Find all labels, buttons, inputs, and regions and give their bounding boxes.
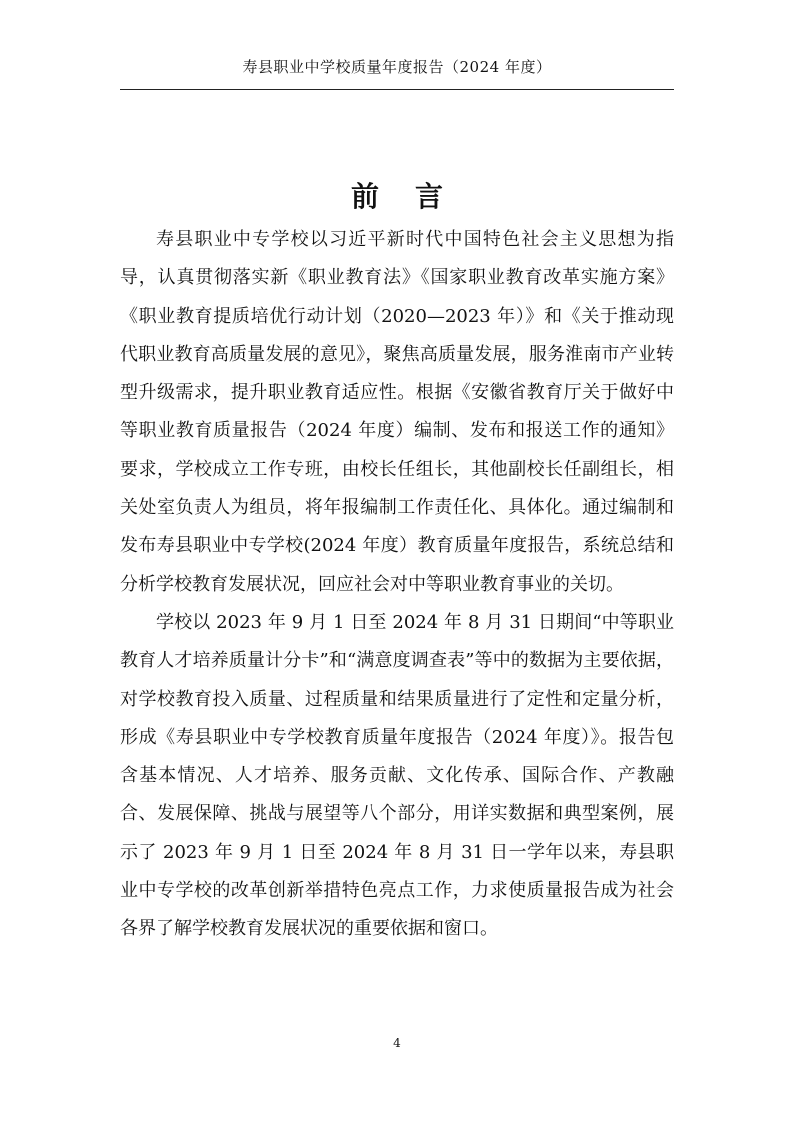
running-header: 寿县职业中学校质量年度报告（2024 年度） xyxy=(242,58,552,76)
page-title: 前言 xyxy=(350,180,479,213)
header-divider xyxy=(120,89,674,90)
document-body xyxy=(120,221,674,949)
page-number: 4 xyxy=(393,1036,401,1050)
paragraph-2: 学校以 2023 年 9 月 1 日至 2024 年 8 月 31 日期间“中等职业教育人才培养质量计分卡”和“满意度调查表”等中的数据为主要依据，对学校教育投入质量、过程质量和结果质量进行了定性和定量分析，形成《寿县职业中专学校教育质量年度报告（2024 年度）》。报告包含基本情况、人才培养、服务贡献、文化传承、国际合作、产教融合、发展保障、挑战与展望等八个部分，用详实数据和典型案例，展示了 2023 年 9 月 1 日至 2024 年 8 月 31 日一学年以来，寿县职业中专学校的改革创新举措特色亮点工作，力求使质量报告成为社会各界了解学校教育发展状况的重要依据和窗口。 xyxy=(120,611,674,940)
paragraph-1: 寿县职业中专学校以习近平新时代中国特色社会主义思想为指导，认真贯彻落实新《职业教育法》《国家职业教育改革实施方案》《职业教育提质培优行动计划（2020—2023 年）》和《关于推动现代职业教育高质量发展的意见》，聚焦高质量发展，服务淮南市产业转型升级需求，提升职业教育适应性。根据《安徽省教育厅关于做好中等职业教育质量报告（2024 年度）编制、发布和报送工作的通知》要求，学校成立工作专班，由校长任组长，其他副校长任副组长，相关处室负责人为组员，将年报编制工作责任化、具体化。通过编制和发布寿县职业中专学校(2024 年度）教育质量年度报告，系统总结和分析学校教育发展状况，回应社会对中等职业教育事业的关切。 xyxy=(120,229,674,595)
